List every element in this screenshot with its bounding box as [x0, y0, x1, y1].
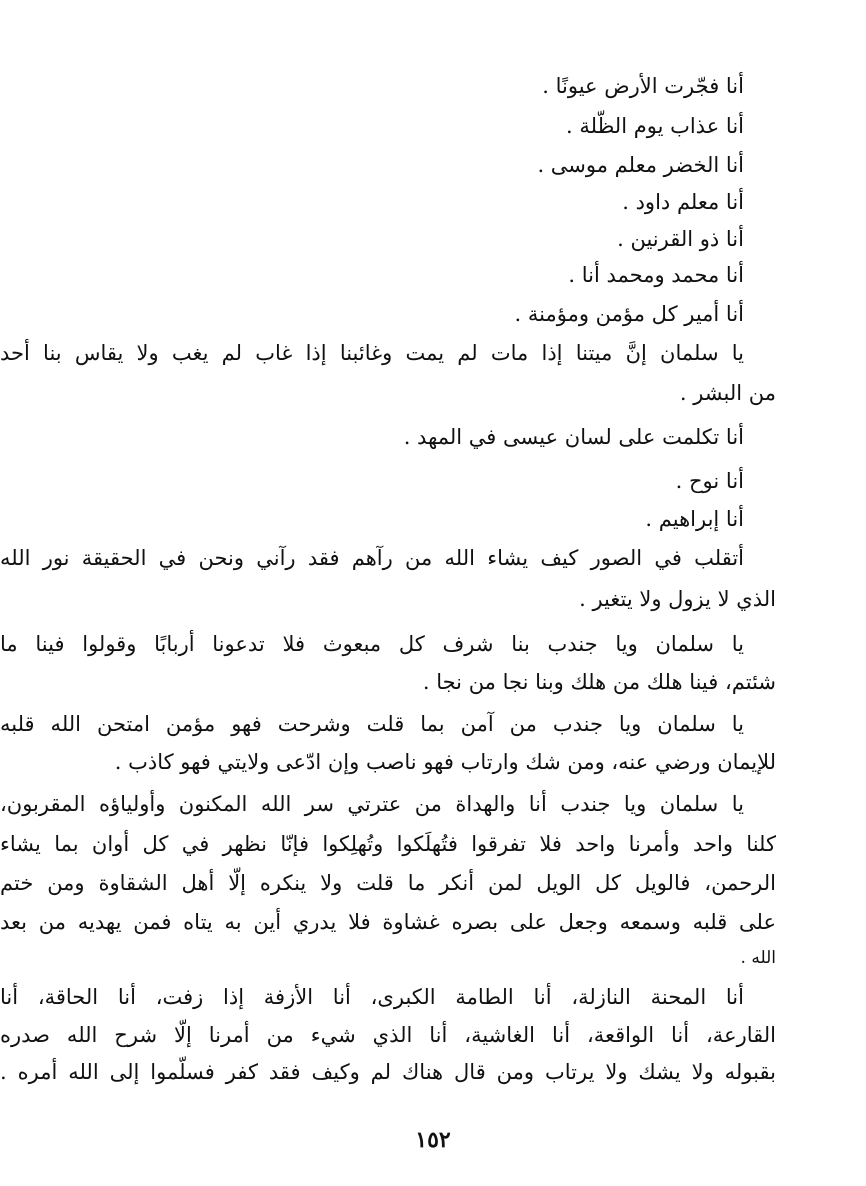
- text-line: أنا ذو القرنين .: [617, 227, 744, 251]
- text-line: على قلبه وسمعه وجعل على بصره غشاوة فلا يدري أين به يتاه فمن يهديه من بعد: [0, 910, 776, 934]
- text-line: يا سلمان ويا جندب من آمن بما قلت وشرحت فهو مؤمن امتحن الله قلبه: [0, 712, 744, 736]
- text-line: يا سلمان ويا جندب بنا شرف كل مبعوث فلا تدعونا أربابًا وقولوا فينا ما: [0, 632, 744, 656]
- text-line: للإيمان ورضي عنه، ومن شك وارتاب فهو ناصب وإن ادّعى ولايتي فهو كاذب .: [114, 750, 776, 774]
- text-line: الرحمن، فالويل كل الويل لمن أنكر ما قلت ولا ينكره إلّا أهل الشقاوة ومن ختم: [0, 871, 776, 895]
- text-line: أنا نوح .: [675, 469, 744, 493]
- text-line: من البشر .: [679, 381, 776, 405]
- text-line: شئتم، فينا هلك من هلك وبنا نجا من نجا .: [422, 670, 776, 694]
- text-line: يا سلمان ويا جندب أنا والهداة من عترتي سر الله المكنون وأولياؤه المقربون،: [0, 792, 744, 816]
- text-line: القارعة، أنا الواقعة، أنا الغاشية، أنا الذي شيء من أمرنا إلّا شرح الله صدره: [0, 1023, 776, 1047]
- text-line: أنا محمد ومحمد أنا .: [568, 263, 744, 287]
- text-line: أنا عذاب يوم الظّلة .: [566, 114, 744, 138]
- text-line: أنا تكلمت على لسان عيسى في المهد .: [403, 425, 744, 449]
- text-line: كلنا واحد وأمرنا واحد فلا تفرقوا فتُهلَكوا وتُهلِكوا فإنّا نظهر في كل أوان بما يشاء: [0, 832, 776, 856]
- text-line: الله .: [740, 948, 776, 968]
- text-line: أتقلب في الصور كيف يشاء الله من رآهم فقد رآني ونحن في الحقيقة نور الله: [0, 546, 744, 570]
- text-line: أنا إبراهيم .: [645, 507, 744, 531]
- text-line: بقبوله ولا يشك ولا يرتاب ومن قال هناك لم وكيف فقد كفر فسلّموا إلى الله أمره .: [0, 1060, 776, 1084]
- text-line: يا سلمان إنَّ ميتنا إذا مات لم يمت وغائبنا إذا غاب لم يغب ولا يقاس بنا أحد: [0, 341, 744, 365]
- text-line: أنا الخضر معلم موسى .: [537, 153, 744, 177]
- text-line: أنا فجّرت الأرض عيونًا .: [542, 74, 744, 98]
- text-line: أنا أمير كل مؤمن ومؤمنة .: [514, 302, 744, 326]
- text-line: الذي لا يزول ولا يتغير .: [579, 587, 776, 611]
- page-number: ١٥٢: [415, 1127, 451, 1153]
- text-line: أنا المحنة النازلة، أنا الطامة الكبرى، أنا الأزفة إذا زفت، أنا الحاقة، أنا: [0, 985, 744, 1009]
- text-line: أنا معلم داود .: [622, 190, 744, 214]
